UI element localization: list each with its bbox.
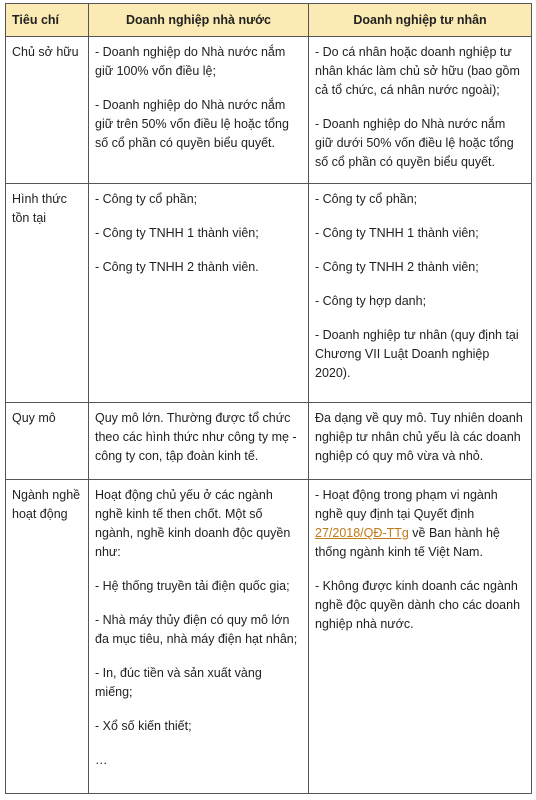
cell-item: - Công ty TNHH 1 thành viên; [95,226,259,240]
cell-item: - Do cá nhân hoặc doanh nghiệp tư nhân khác làm chủ sở hữu (bao gồm cả tổ chức, cá nhân nước ngoài); [315,45,520,97]
table-row-form [6,184,532,403]
cell-item: … [95,753,108,767]
private-cell [309,37,532,184]
cell-item [315,486,525,562]
comparison-table [5,3,532,794]
cell-item: - Doanh nghiệp do Nhà nước nắm giữ 100% vốn điều lệ; [95,45,286,78]
cell-item: - Doanh nghiệp do Nhà nước nắm giữ dưới 50% vốn điều lệ hoặc tổng số cổ phần có quyền biểu quyết. [315,117,514,169]
cell-item: - Công ty TNHH 1 thành viên; [315,226,479,240]
private-cell [309,184,532,403]
state-cell [89,37,309,184]
table-row-owner [6,37,532,184]
header-row [6,4,532,37]
cell-item: - Doanh nghiệp do Nhà nước nắm giữ trên 50% vốn điều lệ hoặc tổng số cổ phần có quyền biểu quyết. [95,98,289,150]
state-cell [89,480,309,794]
state-cell [89,403,309,480]
cell-item: - Xổ số kiến thiết; [95,719,192,733]
cell-item: - Không được kinh doanh các ngành nghề độc quyền dành cho các doanh nghiệp nhà nước. [315,579,521,631]
cell-text: - Hoạt động trong phạm vi ngành nghề quy định tại Quyết định [315,488,498,521]
table-row-scale [6,403,532,480]
cell-item: - Nhà máy thủy điện có quy mô lớn đa mục tiêu, nhà máy điện hạt nhân; [95,613,298,646]
header-private-enterprise: Doanh nghiệp tư nhân [309,4,532,37]
state-cell [89,184,309,403]
table-row-industry [6,480,532,794]
criterion-cell: Hình thức tồn tại [6,184,89,403]
criterion-cell: Quy mô [6,403,89,480]
cell-item: Đa dạng về quy mô. Tuy nhiên doanh nghiệp tư nhân chủ yếu là các doanh nghiệp có quy mô vừa và nhỏ. [315,411,523,463]
cell-item: - Công ty TNHH 2 thành viên. [95,260,259,274]
decision-link[interactable]: 27/2018/QĐ-TTg [315,526,409,540]
criterion-cell: Ngành nghề hoạt động [6,480,89,794]
cell-item: - In, đúc tiền và sản xuất vàng miếng; [95,666,262,699]
cell-item: - Công ty TNHH 2 thành viên; [315,260,479,274]
header-state-enterprise: Doanh nghiệp nhà nước [89,4,309,37]
cell-text: về Ban hành hệ thống ngành kinh tế Việt Nam. [315,526,500,559]
private-cell [309,480,532,794]
cell-item: - Doanh nghiệp tư nhân (quy định tại Chương VII Luật Doanh nghiệp 2020). [315,328,519,380]
private-cell [309,403,532,480]
criterion-cell: Chủ sở hữu [6,37,89,184]
cell-item: - Hệ thống truyền tải điện quốc gia; [95,579,290,593]
cell-item: - Công ty hợp danh; [315,294,427,308]
cell-item: - Công ty cổ phần; [95,192,198,206]
cell-item: Hoạt động chủ yếu ở các ngành nghề kinh tế then chốt. Một số ngành, nghề kinh doanh độc quyền như: [95,488,291,559]
cell-item: Quy mô lớn. Thường được tổ chức theo các hình thức như công ty mẹ - công ty con, tập đoàn kinh tế. [95,411,297,463]
header-criterion: Tiêu chí [6,4,89,37]
cell-item: - Công ty cổ phần; [315,192,418,206]
